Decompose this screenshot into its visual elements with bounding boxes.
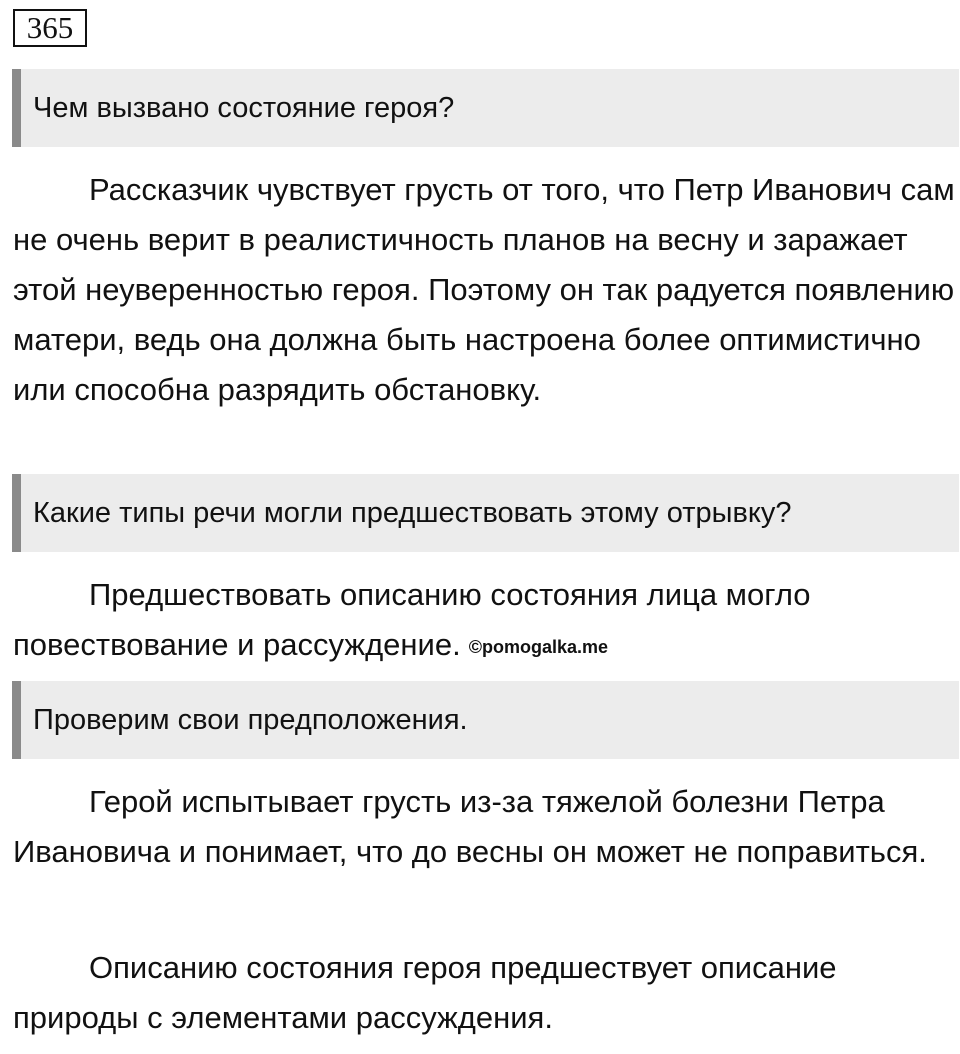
- answer-2-text: Предшествовать описанию состояния лица могло повествование и рассуждение.: [13, 577, 811, 662]
- answer-3-text: Герой испытывает грусть из-за тяжелой болезни Петра Ивановича и понимает, что до весны он может не поправиться.: [13, 784, 927, 869]
- question-1: Чем вызвано состояние героя?: [12, 69, 959, 147]
- task-number: 365: [13, 9, 87, 47]
- answer-2: [13, 570, 958, 672]
- answer-1: [13, 165, 958, 415]
- question-3: Проверим свои предположения.: [12, 681, 959, 759]
- answer-1-text: Рассказчик чувствует грусть от того, что Петр Иванович сам не очень верит в реалистичность планов на весну и заражает этой неуверенностью героя. Поэтому он так радуется появлению матери, ведь она должна быть настроена более оптимистично или способна разрядить обстановку.: [13, 172, 955, 407]
- question-2: Какие типы речи могли предшествовать этому отрывку?: [12, 474, 959, 552]
- answer-4-text: Описанию состояния героя предшествует описание природы с элементами рассуждения.: [13, 950, 837, 1035]
- answer-3: [13, 777, 958, 877]
- answer-4: [13, 943, 958, 1043]
- watermark: ©pomogalka.me: [468, 636, 609, 657]
